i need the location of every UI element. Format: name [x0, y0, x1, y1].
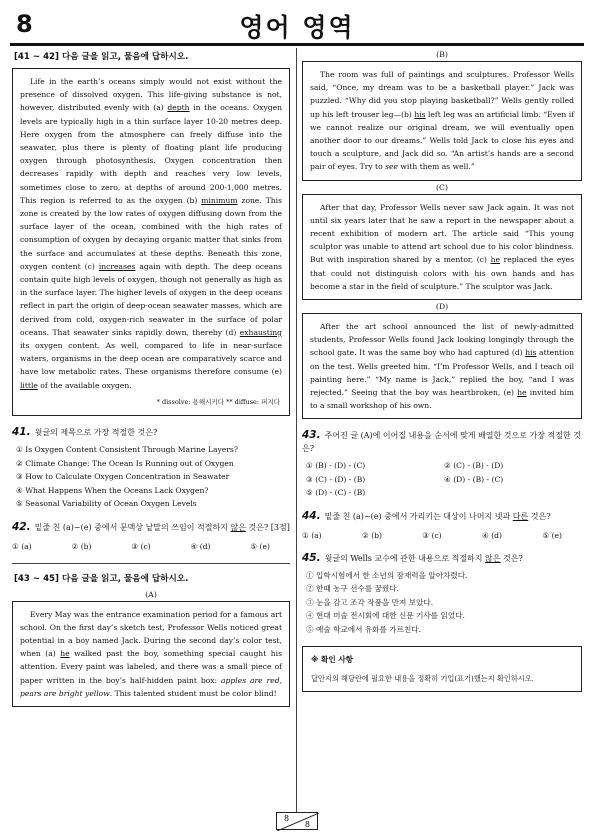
option-3[interactable]: ③ How to Calculate Oxygen Concentration in Seawater	[16, 472, 230, 482]
option-5[interactable]: ⑤ (e)	[250, 541, 270, 551]
underline-c: he	[490, 255, 500, 265]
option-2[interactable]: ② (C) - (B) - (D)	[444, 461, 504, 471]
option-5[interactable]: ⑤ (D) - (C) - (B)	[306, 488, 366, 498]
page-number: 8	[16, 10, 33, 38]
column-divider	[296, 48, 297, 812]
option-1[interactable]: ① (a)	[302, 530, 322, 540]
underline-a: depth	[167, 103, 190, 113]
option-1[interactable]: ① (a)	[12, 541, 32, 551]
passage-d: After the art school announced the list of newly-admitted students, Professor Wells found Jack looking longingly through the school gate. It was the same boy who had captured (d) his attention on the test. Wells greeted him. “I’m Professor Wells, and I teach oil painting here.” “My name is Jack,” replied the boy, “and I was rejected.” Seeing that the boy was heartbroken, (e) he invited him to a small workshop of his own.	[302, 313, 582, 419]
option-3[interactable]: ③ (c)	[131, 541, 151, 551]
question-stem: 윗글의 제목으로 가장 적절한 것은?	[34, 428, 158, 438]
underline-d: exhausting	[239, 327, 282, 337]
underline-e: little	[20, 380, 38, 390]
option-3[interactable]: ③ 눈을 감고 조각 작품을 만져 보았다.	[306, 597, 434, 607]
part-label-c: (C)	[435, 182, 449, 192]
underlined-word: 다른	[512, 511, 529, 521]
part-label-b: (B)	[436, 50, 448, 59]
footer-total: 8	[304, 820, 310, 829]
underline-d: his	[525, 348, 537, 358]
question-41	[12, 426, 290, 511]
option-5[interactable]: ⑤ Seasonal Variability of Ocean Oxygen Levels	[16, 499, 197, 509]
question-stem: 주어진 글 (A)에 이어질 내용을 순서에 맞게 배열한 것으로 가장 적절한 것은?	[302, 431, 581, 454]
question-42: 42. 밑줄 친 (a)~(e) 중에서 문맥상 낱말의 쓰임이 적절하지 않은 것은? [3점] ① (a) ② (b) ③ (c) ④ (d) ⑤ (e)	[12, 520, 290, 551]
question-number: 43.	[302, 429, 321, 442]
option-4[interactable]: ④ (d)	[190, 541, 211, 551]
vocab-note: * dissolve: 용해시키다 ** diffuse: 퍼지다	[156, 397, 280, 406]
italic-word: see	[385, 162, 398, 172]
underline-a: he	[60, 649, 70, 659]
option-2[interactable]: ② (b)	[71, 541, 92, 551]
option-3[interactable]: ③ (C) - (D) - (B)	[306, 474, 366, 484]
option-4[interactable]: ④ (d)	[482, 530, 503, 540]
right-column	[302, 48, 582, 692]
passage-b: The room was full of paintings and sculptures. Professor Wells said, “Once, my dream was to be a basketball player.” Jack was puzzled. “Why did you stop playing basketball?” Wells gently rolled up his left trouser leg—(b) his left leg was an artificial limb. “Even if we cannot realize our original dream, we will eventually open another door to our dreams.” Wells told Jack to close his eyes and touch a sculpture, and Jack did so. “An artist’s hands are a second pair of eyes. Try to see with them as well.”	[302, 61, 582, 181]
option-1[interactable]: ① 입학시험에서 한 소년의 잠재력을 알아차렸다.	[306, 570, 468, 580]
passage-c: After that day, Professor Wells never saw Jack again. It was not until six years later that he saw a report in the newspaper about a recent exhibition of modern art. The article said “This young sculptor was unable to attend art school due to his color blindness. But with inspiration shared by a mentor, (c) he replaced the eyes that could not distinguish colors with his own hands and has become a star in the field of sculpture.” The sculptor was Jack.	[302, 194, 582, 300]
underlined-word: 않은	[485, 553, 501, 563]
question-45: 45. 윗글의 Wells 교수에 관한 내용으로 적절하지 않은 것은? ① 입학시험에서 한 소년의 잠재력을 알아차렸다. ② 한때 농구 선수를 꿈꿨다. ③ 눈을 감고 조각 작품을 만져 보았다. ④ 현대 미술 전시회에 대한 신문 기사를 읽었다. ⑤ 예술 학교에서 유화를 가르친다.	[302, 552, 582, 637]
left-column	[12, 48, 290, 707]
question-number: 45.	[302, 551, 321, 564]
question-number: 41.	[12, 426, 31, 439]
question-number: 42.	[12, 520, 31, 533]
page-header	[10, 8, 584, 44]
confirm-title: ※ 확인 사항	[311, 655, 354, 665]
italic-note: apples are red, pears are bright yellow	[20, 675, 283, 698]
answer-options	[16, 443, 290, 511]
answer-options	[306, 569, 582, 637]
answer-options	[306, 459, 582, 500]
answer-options	[12, 540, 290, 553]
question-43	[302, 429, 582, 500]
option-2[interactable]: ② (b)	[361, 530, 382, 540]
option-4[interactable]: ④ What Happens When the Oceans Lack Oxygen?	[16, 485, 209, 495]
option-5[interactable]: ⑤ (e)	[542, 530, 562, 540]
underlined-word: 않은	[230, 522, 246, 532]
underline-b: his	[414, 109, 426, 119]
footer-page: 8	[284, 814, 290, 823]
confirm-text: 답안지의 해당란에 필요한 내용을 정확히 기입(표기)했는지 확인하시오.	[311, 674, 534, 684]
underline-b: minimum	[201, 195, 238, 205]
option-2[interactable]: ② Climate Change: The Ocean Is Running out of Oxygen	[16, 458, 234, 468]
option-2[interactable]: ② 한때 농구 선수를 꿈꿨다.	[306, 584, 400, 594]
option-3[interactable]: ③ (c)	[422, 530, 442, 540]
option-1[interactable]: ① Is Oxygen Content Consistent Through Marine Layers?	[16, 445, 238, 455]
confirm-box	[302, 646, 582, 692]
section-title: 영어 영역	[239, 13, 355, 42]
part-label-a: (A)	[145, 589, 157, 599]
header-rule	[10, 43, 584, 46]
option-4[interactable]: ④ 현대 미술 전시회에 대한 신문 기사를 읽었다.	[306, 611, 465, 621]
passage-a: Every May was the entrance examination period for a famous art school. On the first day’s sketch test, Professor Wells noticed great potential in a boy named Jack. During the second day’s color test, when (a) he walked past the boy, something special caught his attention. Every paint was labeled, and there was a small piece of paper written in the boy’s half-hidden paint box: apples are red, pears are bright yellow. This talented student must be color blind!	[12, 601, 290, 707]
underline-e: he	[517, 388, 527, 398]
option-5[interactable]: ⑤ 예술 학교에서 유화를 가르친다.	[306, 624, 422, 634]
answer-options	[302, 529, 582, 542]
question-44: 44. 밑줄 친 (a)~(e) 중에서 가리키는 대상이 나머지 넷과 다른 것은? ① (a) ② (b) ③ (c) ④ (d) ⑤ (e)	[302, 510, 582, 542]
option-4[interactable]: ④ (D) - (B) - (C)	[444, 474, 504, 484]
passage-text: Life in the earth’s oceans simply would not exist without the presence of dissolved oxygen. This life-giving substance is not, however, distributed evenly with (a) depth in the oceans. Oxygen levels are typically high in a thin surface layer 10-20 metres deep. Here oxygen from the atmosphere can freely diffuse into the seawater, plus there is plenty of floating plant life producing oxygen through photosynthesis. Oxygen concentration then decreases rapidly with depth and reaches very low levels, sometimes close to zero, at depths of around 200-1,000 metres. This region is referred to as the oxygen (b) minimum zone. This zone is created by the low rates of oxygen diffusing down from the surface layer of the ocean, combined with the high rates of consumption of oxygen by decaying organic matter that sinks from the surface and accumulates at these depths. Beneath this zone, oxygen content (c) increases again with depth. The deep oceans contain quite high levels of oxygen, though not generally as high as in the surface layer. The higher levels of oxygen in the deep oceans reflect in part the origin of deep-ocean seawater masses, which are derived from cold, oxygen-rich seawater in the surface of polar oceans. That seawater sinks rapidly down, thereby (d) exhausting its oxygen content. As well, compared to life in near-surface waters, organisms in the deep ocean are comparatively scarce and have low metabolic rates. These organisms therefore consume (e) little of the available oxygen.	[20, 77, 282, 390]
question-number: 44.	[302, 509, 321, 522]
passage-41-42	[12, 68, 290, 416]
instruction-41-42: [41 ~ 42] 다음 글을 읽고, 물음에 답하시오.	[14, 52, 189, 62]
section-divider	[12, 563, 290, 564]
page-footer	[276, 812, 318, 830]
instruction-43-45: [43 ~ 45] 다음 글을 읽고, 물음에 답하시오.	[14, 573, 189, 584]
underline-c: increases	[98, 261, 136, 271]
option-1[interactable]: ① (B) - (D) - (C)	[306, 461, 366, 471]
part-label-d: (D)	[435, 302, 449, 312]
